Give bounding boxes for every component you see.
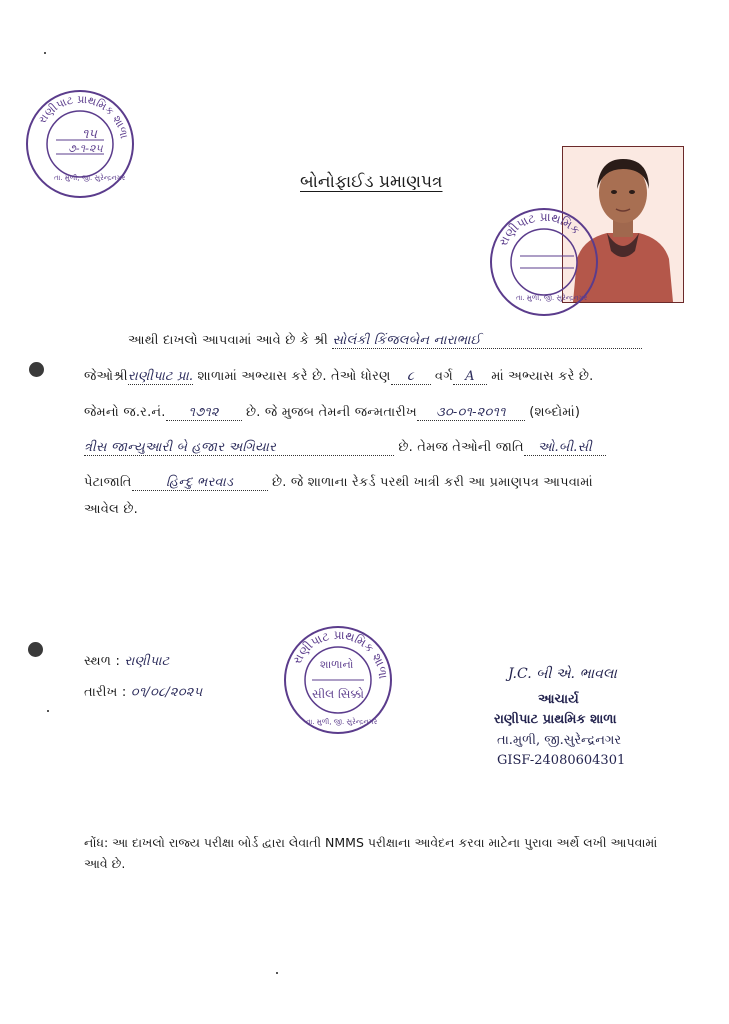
school-seal <box>282 624 394 736</box>
place-label: સ્થળ : <box>84 654 121 669</box>
certificate-line-1 <box>128 333 642 349</box>
stamp-inward-number: ૧૫ <box>82 127 97 142</box>
certificate-line-5 <box>84 475 593 491</box>
school-stamp-on-photo <box>488 206 600 318</box>
caste-value: ઓ.બી.સી <box>524 440 606 456</box>
principal-address: તા.મુળી, જી.સુરેન્દ્રનગર <box>497 733 622 748</box>
student-name: સોલંકી કિંજલબેન નારાભાઈ <box>332 333 642 349</box>
principal-school: રાણીપાટ પ્રાથમિક શાળા <box>494 712 617 727</box>
seal-center-bottom: સીલ સિક્કો <box>312 687 365 701</box>
school-name: રાણીપાટ પ્રા. <box>127 369 194 384</box>
line-text: છે. તેમજ તેઓની જાતિ <box>398 440 524 455</box>
principal-signature: J.C. બી એ. ભાવલા <box>508 666 617 682</box>
scan-speck <box>47 710 49 712</box>
stamp-ring-text: રાણીપાટ પ્રાથમિક શાળા <box>35 92 131 140</box>
certificate-line-4 <box>84 440 606 456</box>
line-text: છે. જે મુજબ તેમની જન્મતારીખ <box>246 405 417 420</box>
place-row <box>84 654 169 669</box>
line-text: માં અભ્યાસ કરે છે. <box>491 369 594 384</box>
svg-text:રાણીપાટ પ્રાથમિક શાળા <box>290 628 390 680</box>
standard-value: ૮ <box>391 369 431 385</box>
school-stamp-top-left <box>24 88 136 200</box>
stamp-bottom-text: તા. મુળી, જી. સુરેન્દ્રનગર <box>54 174 126 182</box>
certificate-line-2 <box>84 369 593 385</box>
document-title: બોનોફાઈડ પ્રમાણપત્ર <box>300 172 443 192</box>
scan-speck <box>44 52 46 54</box>
certificate-line-3 <box>84 405 580 421</box>
date-row <box>84 685 202 700</box>
seal-bottom-text: તા. મુળી, જી. સુરેન્દ્રનગર <box>306 718 378 726</box>
date-label: તારીખ : <box>84 685 127 700</box>
line-text: પેટાજાતિ <box>84 475 132 490</box>
stamp-ring-text: રાણીપાટ પ્રાથમિક <box>495 209 583 249</box>
subcaste-value: હિન્દુ ભરવાડ <box>132 475 268 491</box>
birth-date: ૩૦-૦૧-૨૦૧૧ <box>417 405 525 421</box>
stamp-bottom-text: તા. મુળી, જી. સુરેન્દ્રનગર <box>516 294 588 302</box>
stamp-inward-date: ૭-૧-૨૫ <box>68 142 103 155</box>
place-value: રાણીપાટ <box>124 654 170 669</box>
line-text: જેમનો જ.ર.નં. <box>84 405 166 420</box>
principal-code: GISF-24080604301 <box>497 753 626 768</box>
binder-hole-bottom <box>28 642 43 657</box>
scan-speck <box>276 972 278 974</box>
line-text: છે. જે શાળાના રેકર્ડ પરથી ખાત્રી કરી આ પ્રમાણપત્ર આપવામાં <box>271 475 593 490</box>
seal-ring-text: રાણીપાટ પ્રાથમિક શાળા <box>289 627 391 680</box>
line-text: જેઓશ્રી <box>84 369 128 384</box>
birth-date-words: ત્રીસ જાન્યુઆરી બે હજાર અગિયાર <box>84 440 394 456</box>
line-text: વર્ગ <box>434 369 453 384</box>
division-value: A <box>453 369 487 385</box>
seal-center-top: શાળાનો <box>320 658 354 671</box>
binder-hole-top <box>29 362 44 377</box>
line-text: શાળામાં અભ્યાસ કરે છે. તેઓ ધોરણ <box>197 369 391 384</box>
gr-number: ૧૭૧૨ <box>166 405 242 421</box>
principal-role: આચાર્ય <box>538 692 579 707</box>
line-text: (શબ્દોમાં) <box>529 405 581 420</box>
certificate-line-6: આવેલ છે. <box>84 502 138 517</box>
date-value: ૦૧/૦૮/૨૦૨૫ <box>130 685 203 700</box>
line-text: આથી દાખલો આપવામાં આવે છે કે શ્રી <box>128 333 329 348</box>
footnote: નોંધ: આ દાખલો રાજ્ય પરીક્ષા બોર્ડ દ્વારા લેવાતી NMMS પરીક્ષાના આવેદન કરવા માટેના પુરાવા અર્થે લખી આપવામાં આવે છે. <box>84 835 658 871</box>
